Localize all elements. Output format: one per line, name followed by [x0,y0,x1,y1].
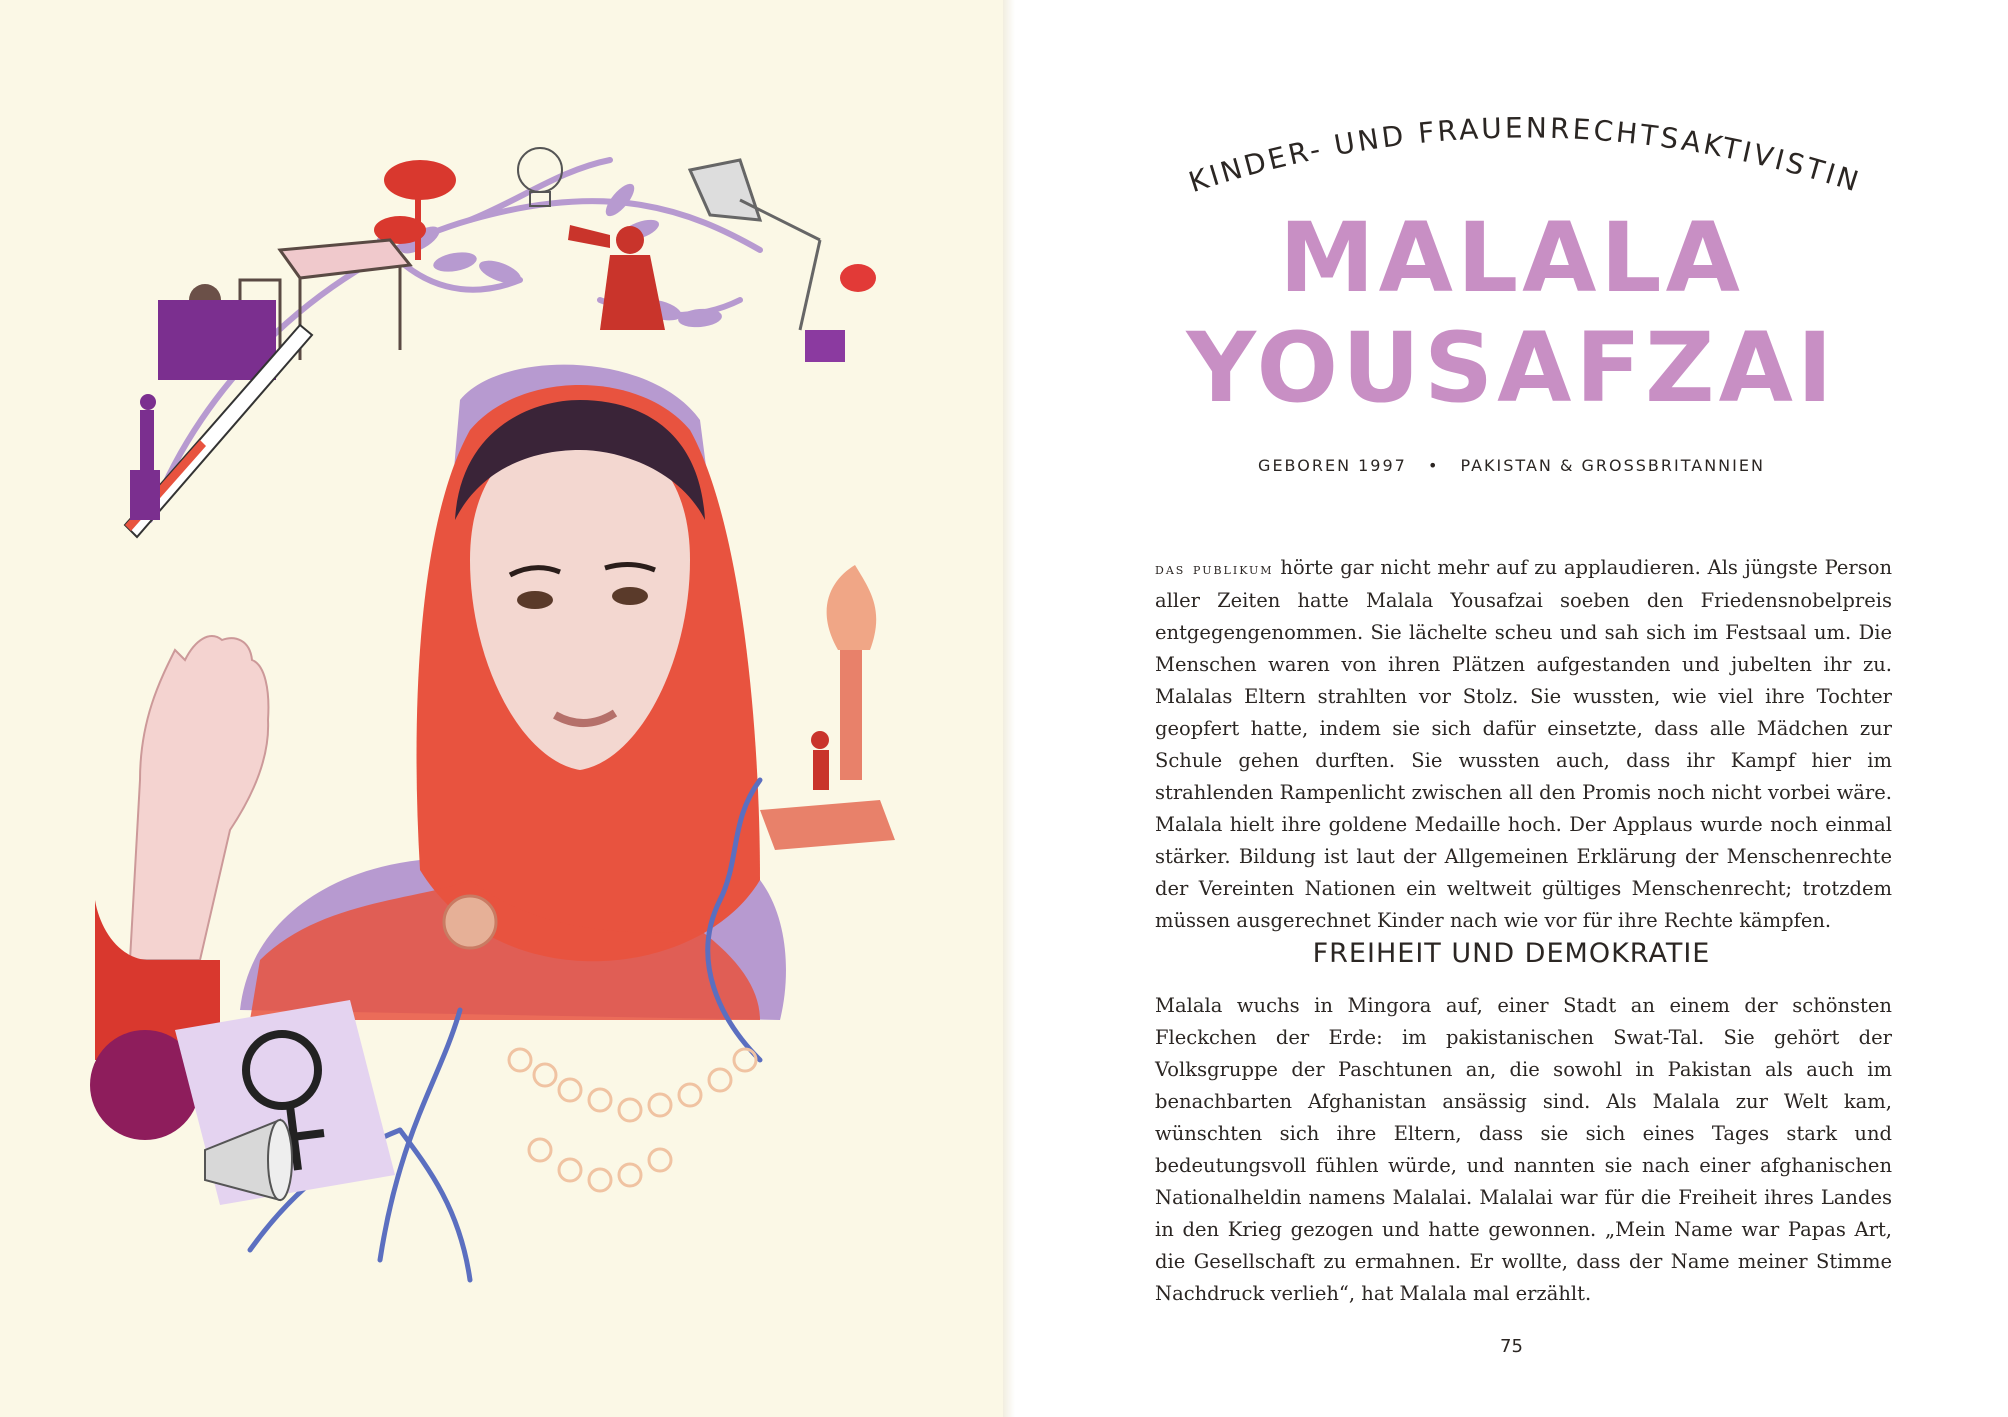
portrait-illustration [0,0,1003,1417]
reading-girl [158,284,276,380]
pearl-strands [509,1049,756,1191]
page-title-first-name: MALALA [1279,202,1744,314]
speech-bubble [840,264,876,292]
purple-figures [130,394,160,520]
section-heading: FREIHEIT UND DEMOKRATIE [1312,938,1711,969]
illustration-page [0,0,1003,1417]
page-number: 75 [1500,1336,1523,1357]
lead-in: das publikum [1155,559,1274,578]
birth-meta [1015,456,2008,475]
meta-separator: • [1427,456,1440,475]
text-page [1015,0,2008,1417]
paragraph-1-text: hörte gar nicht mehr auf zu applaudieren. Als jüngste Person aller Zeiten hatte Malala Yousafzai soeben den Friedensnobelpreis entgegengenommen. Sie lächelte scheu und sah sich im Festsaal um. Die Menschen waren von ihren Plätzen aufgestanden und jubelten ihr zu. Malalas Eltern strahlten vor Stolz. Sie wussten, wie viel ihre Tochter geopfert hatte, indem sie sich dafür einsetzte, dass alle Mädchen zur Schule gehen durften. Sie wussten auch, dass ihr Kampf hier im strahlenden Rampenlicht zwischen all den Promis noch nicht vorbei wäre. Malala hielt ihre goldene Medaille hoch. Der Applaus wurde noch einmal stärker. Bildung ist laut der Allgemeinen Erklärung der Menschenrechte der Vereinten Nationen ein weltweit gültiges Menschenrecht; trotzdem müssen ausgerechnet Kinder nach wie vor für ihre Rechte kämpfen. [1155,556,1892,932]
paragraph-2: Malala wuchs in Mingora auf, einer Stadt an einem der schönsten Fleckchen der Erde: im pakistanischen Swat-Tal. Sie gehört der Volksgruppe der Paschtunen an, die sowohl in Pakistan als auch im benachbarten Afghanistan ansässig sind. Als Malala zur Welt kam, wünschten sich ihre Eltern, dass sie sich eines Tages stark und bedeutungsvoll fühlen würde, und nannten sie nach einer afghanischen Nationalheldin namens Malalai. Malalai war für die Freiheit ihres Landes in den Krieg gezogen und hatte gewonnen. „Mein Name war Papas Art, die Gesellschaft zu ermahnen. Er wollte, dass der Name meiner Stimme Nachdruck verlieh“, hat Malala mal erzählt. [1155,994,1892,1305]
countries: PAKISTAN & GROSSBRITANNIEN [1460,456,1765,475]
medal [444,896,496,948]
gutter [1003,0,1015,1417]
birth-year: GEBOREN 1997 [1258,456,1407,475]
painter-on-platform [760,731,895,850]
paragraph-1 [1155,552,1892,937]
torch [827,565,877,780]
school-building [805,330,845,362]
red-figure-megaphone [568,225,665,330]
subtitle-text: KINDER- UND FRAUENRECHTSAKTIVISTIN [1184,111,1866,200]
page-title-last-name: YOUSAFZAI [1186,312,1837,424]
